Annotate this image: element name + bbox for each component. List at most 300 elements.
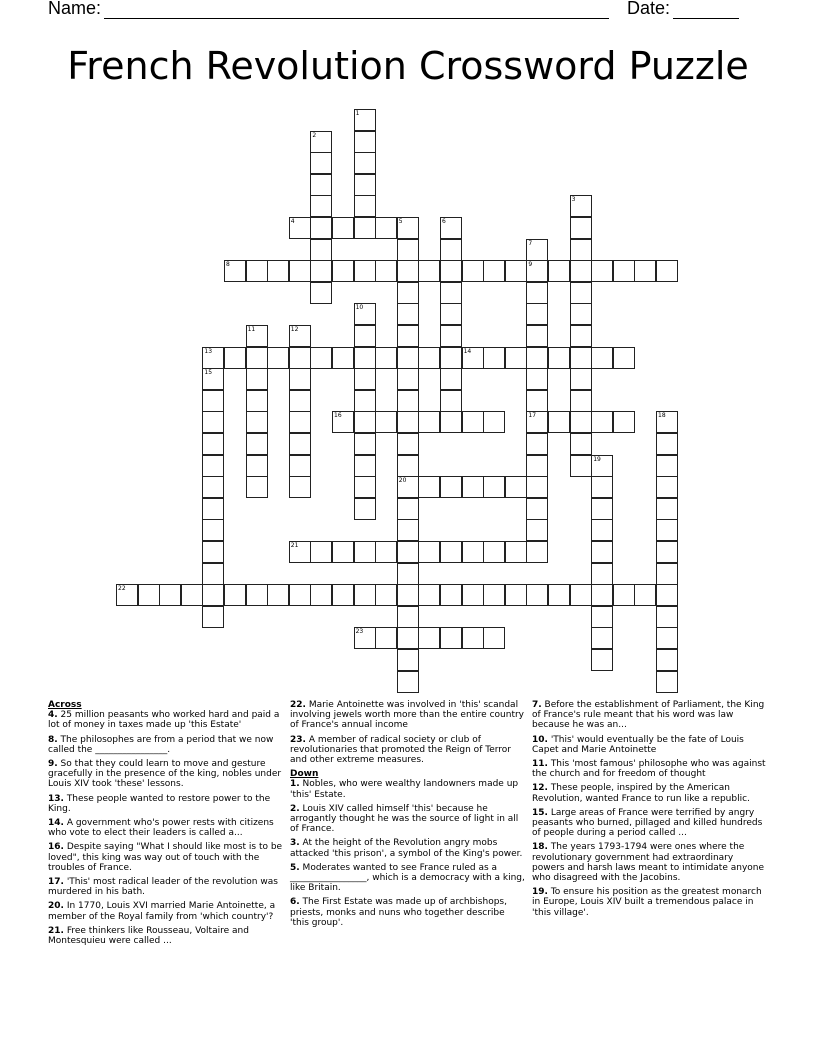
clue-item xyxy=(532,887,767,918)
clue-number-label: 14. xyxy=(48,818,64,829)
clue-number: 7 xyxy=(528,239,533,247)
grid-cell[interactable] xyxy=(548,347,570,369)
grid-cell[interactable] xyxy=(570,303,592,325)
grid-cell[interactable] xyxy=(656,498,678,520)
grid-cell[interactable] xyxy=(418,347,440,369)
grid-cell[interactable] xyxy=(526,325,548,347)
grid-cell[interactable] xyxy=(591,260,613,282)
grid-cell[interactable] xyxy=(202,498,224,520)
grid-cell[interactable] xyxy=(375,627,397,649)
grid-cell[interactable] xyxy=(310,260,332,282)
grid-cell[interactable] xyxy=(613,347,635,369)
grid-cell[interactable] xyxy=(462,476,484,498)
grid-cell[interactable] xyxy=(483,347,505,369)
grid-cell[interactable] xyxy=(267,260,289,282)
grid-cell[interactable] xyxy=(526,303,548,325)
grid-cell[interactable] xyxy=(354,627,376,649)
clue-number: 17 xyxy=(528,412,537,420)
grid-cell[interactable] xyxy=(440,627,462,649)
grid-cell[interactable] xyxy=(656,455,678,477)
clue-number-label: 21. xyxy=(48,925,64,936)
clue-number-label: 12. xyxy=(532,783,548,794)
grid-cell[interactable] xyxy=(354,390,376,412)
clue-number: 10 xyxy=(355,304,364,312)
grid-cell[interactable] xyxy=(246,347,268,369)
grid-cell[interactable] xyxy=(310,195,332,217)
grid-cell[interactable] xyxy=(656,649,678,671)
grid-cell[interactable] xyxy=(440,390,462,412)
grid-cell[interactable] xyxy=(613,411,635,433)
grid-cell[interactable] xyxy=(397,649,419,671)
clue-text: Marie Antoinette was involved in 'this' scandal involving jewels worth more than the entire country of France's annual income xyxy=(290,700,524,731)
grid-cell[interactable] xyxy=(462,411,484,433)
grid-cell[interactable] xyxy=(440,476,462,498)
grid-cell[interactable] xyxy=(289,476,311,498)
clue-item xyxy=(290,779,525,799)
grid-cell[interactable] xyxy=(440,411,462,433)
grid-cell[interactable] xyxy=(483,411,505,433)
grid-cell[interactable] xyxy=(656,541,678,563)
grid-cell[interactable] xyxy=(397,390,419,412)
grid-cell[interactable] xyxy=(526,476,548,498)
grid-cell[interactable] xyxy=(246,411,268,433)
grid-cell[interactable] xyxy=(289,541,311,563)
clue-text: These people, inspired by the American Revolution, wanted France to run like a republic. xyxy=(532,783,750,804)
grid-cell[interactable] xyxy=(354,217,376,239)
grid-cell[interactable] xyxy=(397,239,419,261)
clue-text: 25 million peasants who worked hard and paid a lot of money in taxes made up 'this Estate' xyxy=(48,710,280,731)
name-label: Name: xyxy=(48,0,102,18)
clues-column-3 xyxy=(532,700,767,922)
clue-text: Free thinkers like Rousseau, Voltaire and Montesquieu were called ... xyxy=(48,925,249,947)
down-heading: Down xyxy=(290,769,319,780)
grid-cell[interactable] xyxy=(289,390,311,412)
grid-cell[interactable] xyxy=(224,584,246,606)
grid-cell[interactable] xyxy=(375,217,397,239)
grid-cell[interactable] xyxy=(354,303,376,325)
grid-cell[interactable] xyxy=(548,260,570,282)
grid-cell[interactable] xyxy=(483,627,505,649)
grid-cell[interactable] xyxy=(310,131,332,153)
grid-cell[interactable] xyxy=(397,584,419,606)
grid-cell[interactable] xyxy=(397,217,419,239)
grid-cell[interactable] xyxy=(526,455,548,477)
grid-cell[interactable] xyxy=(570,347,592,369)
grid-cell[interactable] xyxy=(267,347,289,369)
clue-text: So that they could learn to move and gesture gracefully in the presence of the king, nobles under Louis XIV took 'these' lessons. xyxy=(48,759,282,790)
clue-number-label: 16. xyxy=(48,842,64,853)
grid-cell[interactable] xyxy=(354,260,376,282)
clues-column-2 xyxy=(290,700,525,932)
grid-cell[interactable] xyxy=(354,174,376,196)
grid-cell[interactable] xyxy=(397,260,419,282)
grid-cell[interactable] xyxy=(526,282,548,304)
grid-cell[interactable] xyxy=(397,498,419,520)
grid-cell[interactable] xyxy=(505,260,527,282)
grid-cell[interactable] xyxy=(289,411,311,433)
grid-cell[interactable] xyxy=(440,584,462,606)
grid-cell[interactable] xyxy=(591,649,613,671)
grid-cell[interactable] xyxy=(656,671,678,693)
clue-number: 16 xyxy=(334,412,342,420)
clue-number-label: 9. xyxy=(48,759,58,770)
grid-cell[interactable] xyxy=(397,433,419,455)
grid-cell[interactable] xyxy=(505,476,527,498)
grid-cell[interactable] xyxy=(656,476,678,498)
grid-cell[interactable] xyxy=(202,563,224,585)
grid-cell[interactable] xyxy=(310,152,332,174)
grid-cell[interactable] xyxy=(246,260,268,282)
grid-cell[interactable] xyxy=(548,584,570,606)
clue-number-label: 7. xyxy=(532,700,542,710)
grid-cell[interactable] xyxy=(526,260,548,282)
clue-item xyxy=(48,710,283,730)
grid-cell[interactable] xyxy=(526,390,548,412)
clue-text: Louis XIV called himself 'this' because he arrogantly thought he was the source of light in all of France. xyxy=(290,803,519,835)
clue-number-label: 3. xyxy=(290,838,300,849)
grid-cell[interactable] xyxy=(397,476,419,498)
grid-cell[interactable] xyxy=(656,411,678,433)
grid-cell[interactable] xyxy=(202,584,224,606)
grid-cell[interactable] xyxy=(246,433,268,455)
grid-cell[interactable] xyxy=(354,476,376,498)
grid-cell[interactable] xyxy=(267,584,289,606)
grid-cell[interactable] xyxy=(181,584,203,606)
grid-cell[interactable] xyxy=(591,519,613,541)
grid-cell[interactable] xyxy=(354,152,376,174)
clue-text: In 1770, Louis XVI married Marie Antoinette, a member of the Royal family from 'which country'? xyxy=(48,901,276,922)
clue-number: 13 xyxy=(204,347,213,355)
grid-cell[interactable] xyxy=(613,260,635,282)
grid-cell[interactable] xyxy=(289,325,311,347)
clue-number: 15 xyxy=(204,369,213,377)
grid-cell[interactable] xyxy=(591,627,613,649)
grid-cell[interactable] xyxy=(332,411,354,433)
clue-number: 21 xyxy=(290,542,299,549)
clue-number: 4 xyxy=(290,218,295,225)
grid-cell[interactable] xyxy=(375,411,397,433)
grid-cell[interactable] xyxy=(462,260,484,282)
grid-cell[interactable] xyxy=(591,476,613,498)
clue-number: 20 xyxy=(398,477,407,485)
grid-cell[interactable] xyxy=(354,195,376,217)
grid-cell[interactable] xyxy=(397,519,419,541)
grid-cell[interactable] xyxy=(289,260,311,282)
clue-text: Before the establishment of Parliament, the King of France's rule meant that his word was law because he was an... xyxy=(532,700,765,731)
grid-cell[interactable] xyxy=(354,347,376,369)
clue-item xyxy=(48,735,283,755)
grid-cell[interactable] xyxy=(202,455,224,477)
grid-cell[interactable] xyxy=(138,584,160,606)
grid-cell[interactable] xyxy=(418,260,440,282)
grid-cell[interactable] xyxy=(202,519,224,541)
grid-cell[interactable] xyxy=(656,519,678,541)
clue-text: At the height of the Revolution angry mobs attacked 'this prison', a symbol of the King's power. xyxy=(290,838,523,859)
grid-cell[interactable] xyxy=(526,368,548,390)
grid-cell[interactable] xyxy=(440,541,462,563)
grid-cell[interactable] xyxy=(591,411,613,433)
grid-cell[interactable] xyxy=(354,131,376,153)
grid-cell[interactable] xyxy=(526,433,548,455)
grid-cell[interactable] xyxy=(483,541,505,563)
clue-item xyxy=(532,735,767,755)
grid-cell[interactable] xyxy=(591,541,613,563)
grid-cell[interactable] xyxy=(246,455,268,477)
grid-cell[interactable] xyxy=(634,260,656,282)
grid-cell[interactable] xyxy=(397,563,419,585)
grid-cell[interactable] xyxy=(310,217,332,239)
grid-cell[interactable] xyxy=(570,455,592,477)
grid-cell[interactable] xyxy=(202,368,224,390)
grid-cell[interactable] xyxy=(440,217,462,239)
clue-number: 9 xyxy=(528,261,533,269)
grid-cell[interactable] xyxy=(526,541,548,563)
grid-cell[interactable] xyxy=(375,347,397,369)
grid-cell[interactable] xyxy=(354,325,376,347)
grid-cell[interactable] xyxy=(570,239,592,261)
clue-text: Nobles, who were wealthy landowners made up 'this' Estate. xyxy=(290,779,519,800)
grid-cell[interactable] xyxy=(656,260,678,282)
clue-number-label: 23. xyxy=(290,734,306,745)
grid-cell[interactable] xyxy=(354,541,376,563)
grid-cell[interactable] xyxy=(202,411,224,433)
clue-text: These people wanted to restore power to the King. xyxy=(48,793,271,814)
grid-cell[interactable] xyxy=(224,347,246,369)
clue-number-label: 15. xyxy=(532,807,548,818)
grid-cell[interactable] xyxy=(418,476,440,498)
grid-cell[interactable] xyxy=(310,584,332,606)
grid-cell[interactable] xyxy=(289,368,311,390)
clue-item xyxy=(290,863,525,894)
clue-item xyxy=(290,804,525,835)
clue-number-label: 13. xyxy=(48,793,64,804)
clue-number-label: 8. xyxy=(48,734,58,745)
grid-cell[interactable] xyxy=(224,260,246,282)
grid-cell[interactable] xyxy=(483,476,505,498)
grid-cell[interactable] xyxy=(526,239,548,261)
grid-cell[interactable] xyxy=(289,455,311,477)
clue-text: A member of radical society or club of revolutionaries that promoted the Reign of Terror and other extreme measures. xyxy=(290,734,511,766)
clue-item xyxy=(290,735,525,766)
grid-cell[interactable] xyxy=(202,390,224,412)
grid-cell[interactable] xyxy=(397,627,419,649)
grid-cell[interactable] xyxy=(202,541,224,563)
clue-number: 8 xyxy=(226,261,230,269)
grid-cell[interactable] xyxy=(526,519,548,541)
clue-text: The years 1793-1794 were ones where the revolutionary government had extraordinary powers and harsh laws meant to intimidate anyone who disagreed with the Jacobins. xyxy=(532,842,765,884)
grid-cell[interactable] xyxy=(354,455,376,477)
grid-cell[interactable] xyxy=(440,282,462,304)
clue-number: 14 xyxy=(463,347,472,355)
clue-item xyxy=(48,794,283,814)
clue-text: A government who's power rests with citizens who vote to elect their leaders is called a... xyxy=(48,818,274,839)
clue-text: The First Estate was made up of archbishops, priests, monks and nuns who together describe 'this group'. xyxy=(290,897,507,928)
grid-cell[interactable] xyxy=(634,584,656,606)
grid-cell[interactable] xyxy=(397,411,419,433)
grid-cell[interactable] xyxy=(397,606,419,628)
grid-cell[interactable] xyxy=(310,347,332,369)
grid-cell[interactable] xyxy=(418,584,440,606)
grid-cell[interactable] xyxy=(440,260,462,282)
clue-text: Moderates wanted to see France ruled as a _________________, which is a democracy with a king, like Britain. xyxy=(290,862,525,894)
grid-cell[interactable] xyxy=(462,347,484,369)
grid-cell[interactable] xyxy=(656,606,678,628)
clue-number: 22 xyxy=(118,585,126,593)
clue-number-label: 17. xyxy=(48,877,64,888)
grid-cell[interactable] xyxy=(310,282,332,304)
grid-cell[interactable] xyxy=(570,195,592,217)
grid-cell[interactable] xyxy=(440,368,462,390)
grid-cell[interactable] xyxy=(332,584,354,606)
grid-cell[interactable] xyxy=(462,627,484,649)
grid-cell[interactable] xyxy=(656,627,678,649)
grid-cell[interactable] xyxy=(462,584,484,606)
page-title: French Revolution Crossword Puzzle xyxy=(67,44,749,88)
clue-text: 'This' most radical leader of the revolution was murdered in his bath. xyxy=(48,877,278,898)
grid-cell[interactable] xyxy=(397,282,419,304)
grid-cell[interactable] xyxy=(116,584,138,606)
clue-item xyxy=(532,700,767,731)
clue-item xyxy=(290,897,525,928)
clue-number-label: 20. xyxy=(48,901,64,912)
clue-number: 2 xyxy=(312,131,317,139)
clue-item xyxy=(532,842,767,883)
clues-column-1 xyxy=(48,700,283,950)
grid-cell[interactable] xyxy=(505,584,527,606)
grid-cell[interactable] xyxy=(289,347,311,369)
grid-cell[interactable] xyxy=(591,563,613,585)
grid-cell[interactable] xyxy=(418,541,440,563)
grid-cell[interactable] xyxy=(613,584,635,606)
grid-cell[interactable] xyxy=(656,584,678,606)
grid-cell[interactable] xyxy=(526,498,548,520)
clue-number-label: 22. xyxy=(290,700,306,710)
grid-cell[interactable] xyxy=(440,325,462,347)
grid-cell[interactable] xyxy=(526,584,548,606)
grid-cell[interactable] xyxy=(310,174,332,196)
clue-number-label: 2. xyxy=(290,803,300,814)
grid-cell[interactable] xyxy=(397,541,419,563)
clue-item xyxy=(532,759,767,779)
clue-number: 1 xyxy=(355,110,360,117)
grid-cell[interactable] xyxy=(332,260,354,282)
grid-cell[interactable] xyxy=(332,541,354,563)
grid-cell[interactable] xyxy=(289,584,311,606)
grid-cell[interactable] xyxy=(375,541,397,563)
grid-cell[interactable] xyxy=(505,347,527,369)
grid-cell[interactable] xyxy=(375,584,397,606)
grid-cell[interactable] xyxy=(354,368,376,390)
grid-cell[interactable] xyxy=(375,260,397,282)
clue-item xyxy=(532,808,767,839)
grid-cell[interactable] xyxy=(354,109,376,131)
grid-cell[interactable] xyxy=(289,433,311,455)
grid-cell[interactable] xyxy=(202,606,224,628)
grid-cell[interactable] xyxy=(354,433,376,455)
grid-cell[interactable] xyxy=(591,606,613,628)
grid-cell[interactable] xyxy=(483,584,505,606)
clue-number-label: 11. xyxy=(532,759,548,770)
grid-cell[interactable] xyxy=(570,584,592,606)
grid-cell[interactable] xyxy=(526,347,548,369)
grid-cell[interactable] xyxy=(548,411,570,433)
grid-cell[interactable] xyxy=(656,433,678,455)
grid-cell[interactable] xyxy=(246,368,268,390)
grid-cell[interactable] xyxy=(289,217,311,239)
clue-number: 23 xyxy=(355,628,364,636)
clue-number-label: 4. xyxy=(48,710,58,721)
grid-cell[interactable] xyxy=(354,584,376,606)
clue-text: The philosophes are from a period that we now called the ________________. xyxy=(48,734,274,755)
grid-cell[interactable] xyxy=(246,476,268,498)
grid-cell[interactable] xyxy=(570,325,592,347)
grid-cell[interactable] xyxy=(418,411,440,433)
grid-cell[interactable] xyxy=(354,411,376,433)
grid-cell[interactable] xyxy=(310,239,332,261)
grid-cell[interactable] xyxy=(570,260,592,282)
grid-cell[interactable] xyxy=(505,541,527,563)
grid-cell[interactable] xyxy=(332,217,354,239)
grid-cell[interactable] xyxy=(310,541,332,563)
clue-item xyxy=(48,926,283,946)
grid-cell[interactable] xyxy=(591,584,613,606)
grid-cell[interactable] xyxy=(440,239,462,261)
grid-cell[interactable] xyxy=(440,303,462,325)
grid-cell[interactable] xyxy=(462,541,484,563)
grid-cell[interactable] xyxy=(440,347,462,369)
clue-item xyxy=(48,818,283,838)
grid-cell[interactable] xyxy=(202,347,224,369)
grid-cell[interactable] xyxy=(418,627,440,649)
grid-cell[interactable] xyxy=(526,411,548,433)
grid-cell[interactable] xyxy=(591,498,613,520)
grid-cell[interactable] xyxy=(159,584,181,606)
grid-cell[interactable] xyxy=(332,347,354,369)
grid-cell[interactable] xyxy=(656,563,678,585)
grid-cell[interactable] xyxy=(397,455,419,477)
grid-cell[interactable] xyxy=(397,303,419,325)
grid-cell[interactable] xyxy=(397,325,419,347)
grid-cell[interactable] xyxy=(570,282,592,304)
clue-number-label: 10. xyxy=(532,734,548,745)
grid-cell[interactable] xyxy=(397,347,419,369)
clue-number: 19 xyxy=(593,455,601,463)
grid-cell[interactable] xyxy=(570,368,592,390)
grid-cell[interactable] xyxy=(202,476,224,498)
clue-number: 3 xyxy=(571,196,576,204)
grid-cell[interactable] xyxy=(483,260,505,282)
grid-cell[interactable] xyxy=(246,584,268,606)
clue-item xyxy=(48,842,283,873)
grid-cell[interactable] xyxy=(570,390,592,412)
clue-number: 6 xyxy=(442,218,446,225)
grid-cell[interactable] xyxy=(591,455,613,477)
clue-text: 'This' would eventually be the fate of Louis Capet and Marie Antoinette xyxy=(532,734,744,755)
grid-cell[interactable] xyxy=(397,671,419,693)
grid-cell[interactable] xyxy=(570,433,592,455)
grid-cell[interactable] xyxy=(397,368,419,390)
grid-cell[interactable] xyxy=(202,433,224,455)
clue-number: 5 xyxy=(398,218,403,225)
clue-number-label: 5. xyxy=(290,862,300,873)
grid-cell[interactable] xyxy=(246,325,268,347)
grid-cell[interactable] xyxy=(570,217,592,239)
grid-cell[interactable] xyxy=(570,411,592,433)
grid-cell[interactable] xyxy=(246,390,268,412)
clue-item xyxy=(290,700,525,731)
grid-cell[interactable] xyxy=(354,498,376,520)
grid-cell[interactable] xyxy=(591,347,613,369)
